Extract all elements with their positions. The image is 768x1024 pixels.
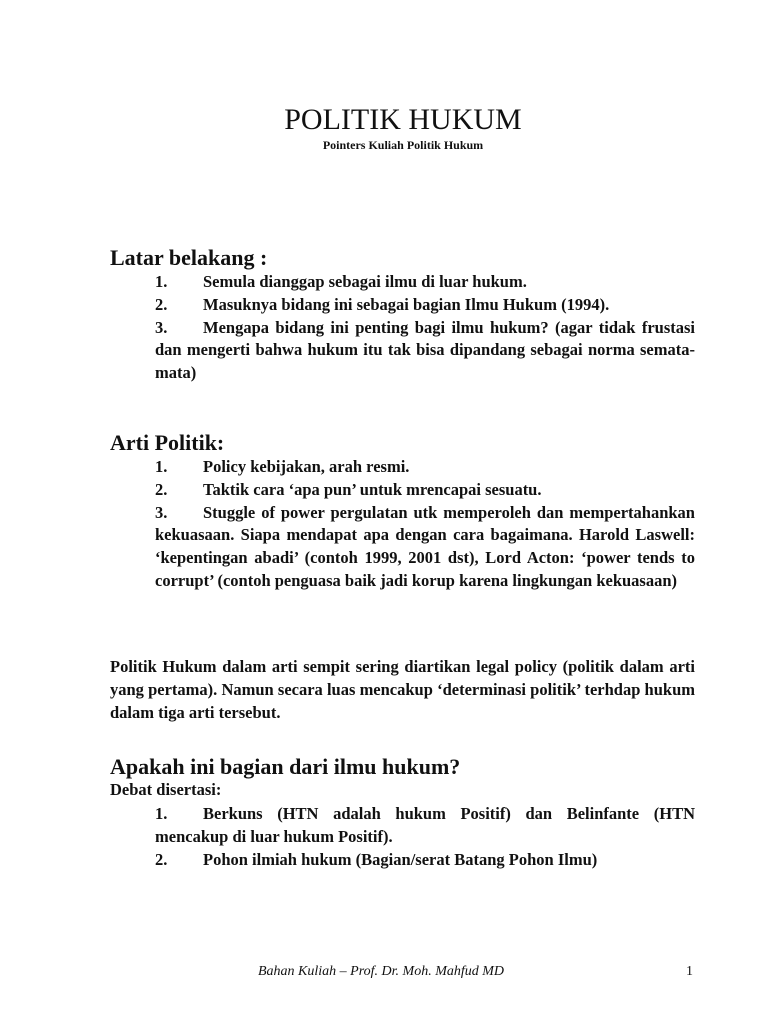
item-text: Pohon ilmiah hukum (Bagian/serat Batang Pohon Ilmu) — [203, 849, 598, 869]
item-text: Berkuns (HTN adalah hukum Positif) dan Belinfante (HTN mencakup di luar hukum Positif). — [155, 804, 695, 846]
list-item — [155, 849, 695, 872]
list-item — [155, 294, 695, 317]
item-number: 1. — [155, 272, 168, 291]
item-text: Stuggle of power pergulatan utk memperoleh dan mempertahankan kekuasaan. Siapa mendapat apa dengan cara bagaimana. Harold Laswell: ‘kepentingan abadi’ (contoh 1999, 2001 dst), Lord Acton: ‘power tends to corrupt’ (contoh penguasa baik jadi korup karena lingkungan kekuasaan) — [155, 502, 695, 590]
item-text: Taktik cara ‘apa pun’ untuk mrencapai sesuatu. — [203, 479, 542, 499]
list-item — [155, 317, 695, 385]
item-text: Masuknya bidang ini sebagai bagian Ilmu Hukum (1994). — [203, 294, 610, 314]
heading-apakah: Apakah ini bagian dari ilmu hukum? — [110, 754, 461, 779]
paragraph-politik-hukum: Politik Hukum dalam arti sempit sering diartikan legal policy (politik dalam arti yang pertama). Namun secara luas mencakup ‘determinasi politik’ terhdap hukum dalam tiga arti tersebut. — [110, 657, 695, 722]
document-subtitle: Pointers Kuliah Politik Hukum — [322, 138, 484, 152]
subheading-debat: Debat disertasi: — [110, 780, 222, 799]
item-text: Mengapa bidang ini penting bagi ilmu hukum? (agar tidak frustasi dan mengerti bahwa hukum itu tak bisa dipandang sebagai norma semata-mata) — [155, 317, 695, 383]
item-number: 2. — [155, 849, 168, 869]
list-item — [155, 271, 695, 294]
page-number: 1 — [686, 964, 693, 979]
item-number: 2. — [155, 479, 168, 499]
item-number: 1. — [155, 804, 168, 823]
item-number: 2. — [155, 294, 168, 314]
item-text: Semula dianggap sebagai ilmu di luar hukum. — [203, 272, 527, 291]
item-number: 3. — [155, 317, 168, 337]
heading-latar-belakang: Latar belakang : — [110, 245, 268, 270]
heading-arti-politik: Arti Politik: — [110, 430, 225, 455]
list-arti-politik — [155, 456, 695, 593]
list-item — [155, 479, 695, 502]
list-item — [155, 502, 695, 593]
item-text: Policy kebijakan, arah resmi. — [203, 457, 410, 476]
list-item — [155, 456, 695, 479]
item-number: 1. — [155, 457, 168, 476]
page-footer: Bahan Kuliah – Prof. Dr. Moh. Mahfud MD — [258, 964, 505, 979]
list-latar-belakang — [155, 271, 695, 385]
list-item — [155, 803, 695, 849]
item-number: 3. — [155, 502, 168, 522]
list-debat — [155, 803, 695, 871]
document-title: POLITIK HUKUM — [284, 103, 522, 136]
